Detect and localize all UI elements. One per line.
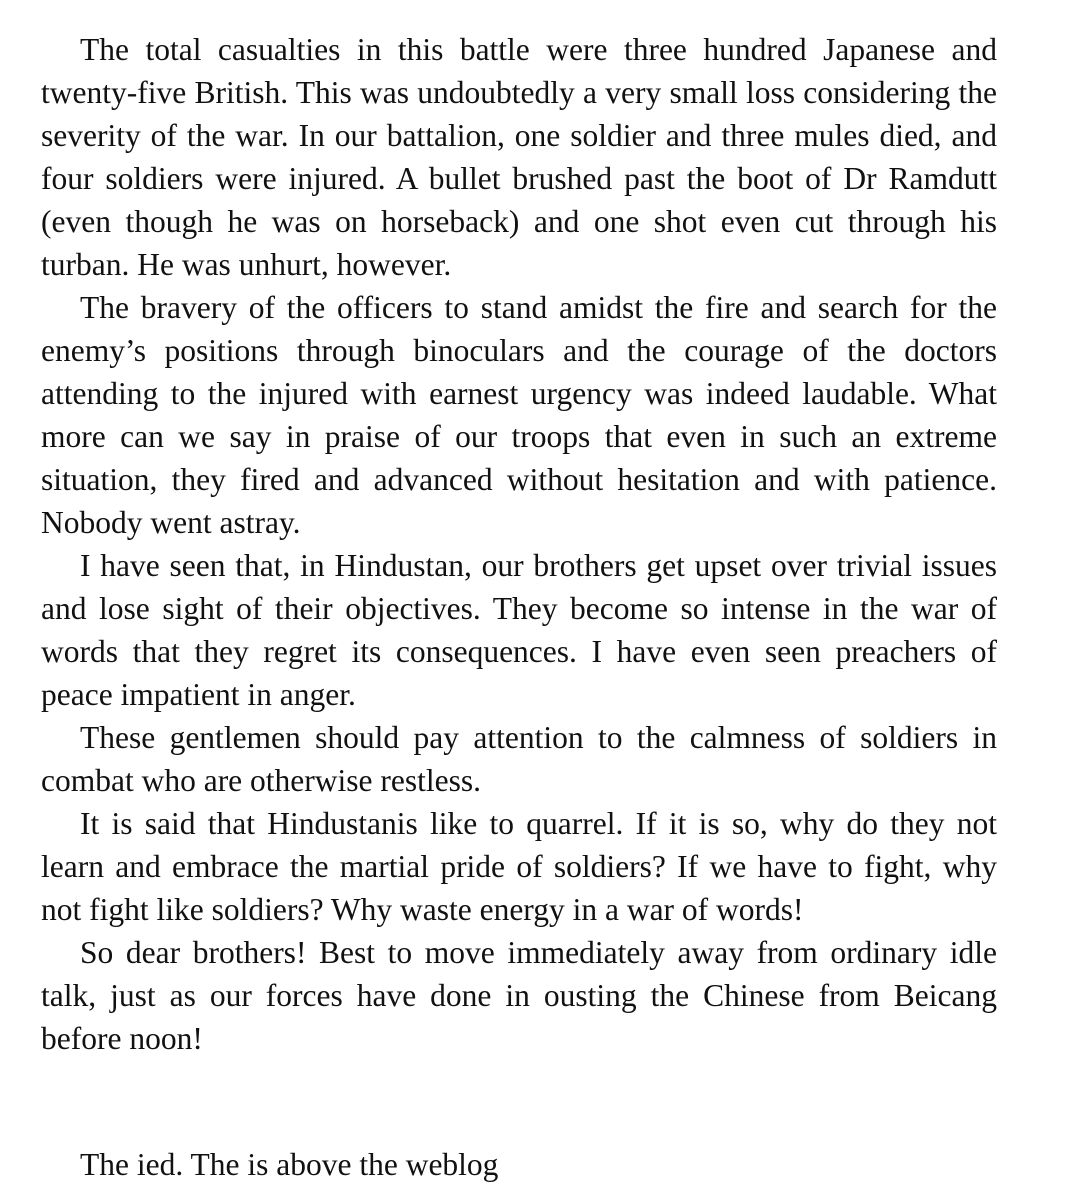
paragraph-casualties: The total casualties in this battle were three hundred Japanese and twenty-five British. This was undoubtedly a very small loss considering the severity of the war. In our battalion, one soldier and three mules died, and four soldiers were injured. A bullet brushed past the boot of Dr Ramdutt (even though he was on horseback) and one shot even cut through his turban. He was unhurt, however. — [41, 32, 997, 282]
paragraph-gentlemen: These gentlemen should pay attention to the calmness of soldiers in combat who are otherwise restless. — [41, 720, 997, 798]
paragraph-quarrel: It is said that Hindustanis like to quarrel. If it is so, why do they not learn and embrace the martial pride of soldiers? If we have to fight, why not fight like soldiers? Why waste energy in a war of words! — [41, 806, 997, 927]
document-page — [41, 28, 997, 1060]
paragraph-hindustan: I have seen that, in Hindustan, our brothers get upset over trivial issues and lose sight of their objectives. They become so intense in the war of words that they regret its consequences. I have even seen preachers of peace impatient in anger. — [41, 548, 997, 712]
cutoff-next-line — [80, 1143, 820, 1182]
paragraph-bravery: The bravery of the officers to stand amidst the fire and search for the enemy’s positions through binoculars and the courage of the doctors attending to the injured with earnest urgency was indeed laudable. What more can we say in praise of our troops that even in such an extreme situation, they fired and advanced without hesitation and with patience. Nobody went astray. — [41, 290, 997, 540]
paragraph-dear-brothers: So dear brothers! Best to move immediately away from ordinary idle talk, just as our forces have done in ousting the Chinese from Beicang before noon! — [41, 935, 997, 1056]
cutoff-line-text: The ied. The is above the weblog — [80, 1147, 499, 1182]
